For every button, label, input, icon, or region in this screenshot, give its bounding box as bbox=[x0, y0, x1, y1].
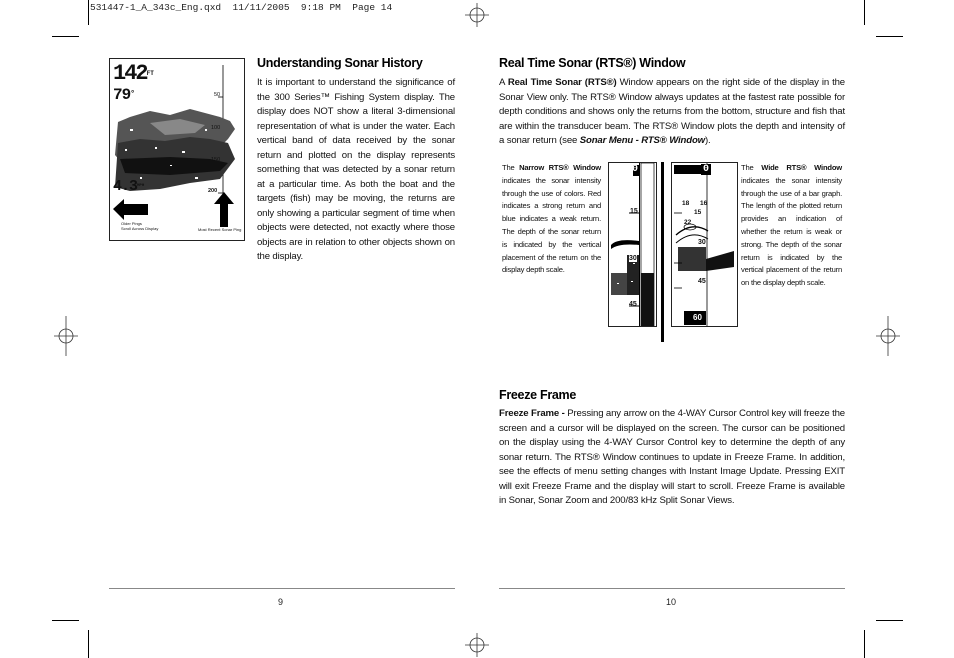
crop-mark bbox=[864, 630, 865, 658]
file-slug: 531447-1_A_343c_Eng.qxd 11/11/2005 9:18 PM Page 14 bbox=[90, 2, 393, 13]
crop-mark bbox=[52, 36, 79, 37]
rts-divider bbox=[661, 162, 664, 342]
speed-reading: $4.3^{MPH}$ bbox=[113, 178, 145, 195]
crop-mark bbox=[88, 0, 89, 25]
narrow-scale-label: 15 bbox=[630, 208, 638, 215]
footer-rule bbox=[499, 588, 845, 589]
sonar-history-heading: Understanding Sonar History bbox=[257, 56, 423, 70]
scale-label: 200 bbox=[208, 188, 218, 194]
registration-mark-icon bbox=[876, 316, 900, 356]
narrow-scale-label: 45 bbox=[629, 301, 637, 308]
page-number-right: 10 bbox=[666, 597, 677, 607]
crop-mark bbox=[864, 0, 865, 25]
wide-fish-label: 22 bbox=[684, 219, 692, 226]
page-number-left: 9 bbox=[278, 597, 284, 607]
footer-rule bbox=[109, 588, 455, 589]
crop-mark bbox=[52, 620, 79, 621]
crop-mark bbox=[876, 36, 903, 37]
registration-mark-icon bbox=[54, 316, 78, 356]
temp-reading: 79° bbox=[113, 86, 135, 104]
rts-heading: Real Time Sonar (RTS®) Window bbox=[499, 56, 686, 70]
registration-mark-icon bbox=[465, 633, 489, 657]
wide-rts-description: The Wide RTS® Window indicates the sonar intensity through the use of a bar graph. The length of the plotted return provides an indication of whether the return is weak or strong. The depth of the sonar return is indicated by the vertical placement of the return on the display depth scale. bbox=[741, 163, 842, 288]
wide-scale-label: 15 bbox=[694, 209, 702, 216]
wide-scale-label: 0 bbox=[703, 164, 710, 175]
narrow-scale-label: 30 bbox=[629, 255, 637, 262]
speed-unit: MPH bbox=[137, 184, 145, 188]
rts-paragraph: A Real Time Sonar (RTS®) Window appears on the right side of the display in the Sonar View only. The RTS® Window always updates at the fastest rate possible for depth conditions and shows only the returns from the bottom, structure and fish that are within the transducer beam. The RTS® Window plots the depth and intensity of a sonar return (see Sonar Menu - RTS® Window). bbox=[499, 77, 845, 146]
temp-unit: ° bbox=[130, 90, 135, 99]
older-pings-label: Older Pings Scroll Across Display bbox=[121, 221, 159, 231]
scale-label: 50 bbox=[214, 92, 221, 98]
recent-ping-label: Most Recent Sonar Ping bbox=[198, 227, 242, 232]
depth-reading: $142^{FT}$ bbox=[113, 61, 154, 86]
wide-fish-label: 16 bbox=[700, 200, 708, 207]
freeze-frame-heading: Freeze Frame bbox=[499, 388, 576, 402]
wide-scale-label: 45 bbox=[698, 278, 706, 285]
narrow-scale-label: 0 bbox=[632, 164, 639, 175]
narrow-rts-window bbox=[608, 162, 657, 327]
wide-fish-label: 18 bbox=[682, 200, 690, 207]
scale-label: 150 bbox=[211, 157, 221, 163]
depth-unit: FT bbox=[146, 70, 154, 77]
wide-scale-label: 30 bbox=[698, 239, 706, 246]
registration-mark-icon bbox=[465, 3, 489, 27]
sonar-history-figure bbox=[109, 58, 245, 241]
wide-scale-label: 60 bbox=[693, 313, 702, 322]
scale-label: 100 bbox=[211, 125, 221, 131]
crop-mark bbox=[876, 620, 903, 621]
crop-mark bbox=[88, 630, 89, 658]
sonar-history-paragraph: It is important to understand the significance of the 300 Series™ Fishing System display. The display does NOT show a literal 3-dimensional representation of what is under the water. Each vertical band of data received by the sonar return and plotted on the display represents something that was detected by a sonar return at a particular time. As both the boat and the targets (fish) may be moving, the returns are only showing a particular segment of time when objects were detected, not exactly where those objects are in relation to other objects shown on the display. bbox=[257, 77, 455, 262]
wide-rts-window bbox=[671, 162, 738, 327]
narrow-rts-description: The Narrow RTS® Window indicates the sonar intensity through the use of colors. Red indicates a strong return and blue indicates a weak return. The depth of the sonar return is indicated by the vertical placement of the return on the display depth scale. bbox=[502, 163, 601, 275]
freeze-frame-paragraph: Freeze Frame - Pressing any arrow on the 4-WAY Cursor Control key will freeze the screen and a cursor will be displayed on the screen. The cursor can be positioned on the display using the 4-WAY Cursor Control key to determine the depth of any sonar return. The RTS® Window continues to update in Freeze Frame. In addition, see the effects of menu setting changes with Instant Image Update. Pressing EXIT will exit Freeze Frame and the display will start to scroll. Freeze Frame is available in Sonar, Sonar Zoom and 200/83 kHz Split Sonar Views. bbox=[499, 408, 845, 506]
